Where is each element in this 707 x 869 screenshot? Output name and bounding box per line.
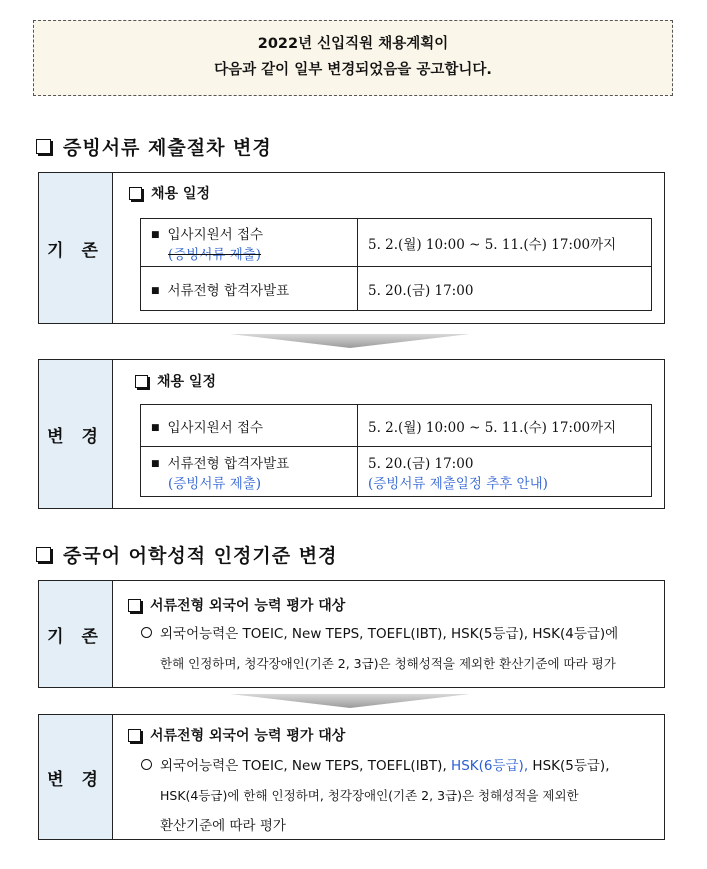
date-note: (증빙서류 제출일정 추후 안내)	[368, 475, 548, 492]
circle-bullet-icon	[141, 627, 152, 638]
after-label: 변 경	[39, 360, 113, 508]
down-arrow-divider-icon	[230, 334, 470, 348]
table-cell	[141, 447, 358, 497]
square-bullet-icon: ■	[151, 229, 160, 240]
checkbox-icon	[129, 187, 142, 200]
criteria-line-1: 외국어능력은 TOEIC, New TEPS, TOEFL(IBT), HSK(5등급), HSK(4등급)에	[160, 626, 619, 642]
item-note: (증빙서류 제출)	[168, 475, 262, 492]
table-row	[141, 405, 652, 447]
table-row	[141, 447, 652, 497]
before-label: 기 존	[39, 581, 113, 687]
schedule-table	[140, 404, 652, 497]
square-bullet-icon: ■	[151, 422, 160, 433]
checkbox-icon	[36, 547, 51, 562]
table-row	[141, 267, 652, 311]
before-label: 기 존	[39, 173, 113, 323]
notice-line-2: 다음과 같이 일부 변경되었음을 공고합니다.	[214, 62, 492, 78]
checkbox-icon	[135, 375, 148, 388]
criteria-line-1: 외국어능력은 TOEIC, New TEPS, TOEFL(IBT),	[160, 758, 447, 774]
sub-heading-text: 서류전형 외국어 능력 평가 대상	[150, 728, 346, 744]
square-bullet-icon: ■	[151, 458, 160, 469]
sub-heading	[135, 371, 216, 391]
criteria-added-hsk6: HSK(6등급),	[451, 758, 529, 774]
section1-title	[36, 133, 272, 160]
sub-heading-text: 채용 일정	[151, 186, 210, 202]
circle-bullet-icon	[141, 759, 152, 770]
date-value: 5. 2.(월) 10:00 ~ 5. 11.(수) 17:00까지	[368, 419, 617, 436]
section1-before-block	[38, 172, 665, 324]
section1-after-block	[38, 359, 665, 509]
section2-after-block	[38, 714, 665, 840]
table-cell	[141, 405, 358, 447]
table-cell	[358, 447, 652, 497]
date-value: 5. 20.(금) 17:00	[368, 455, 474, 472]
criteria-line-2: HSK(4등급)에 한해 인정하며, 청각장애인(기존 2, 3급)은 청해성적을 제외한	[160, 788, 579, 803]
notice-line-1: 2022년 신입직원 채용계획이	[257, 36, 449, 52]
checkbox-icon	[128, 729, 141, 742]
item-label: 서류전형 합격자발표	[167, 282, 290, 299]
item-note-struck: (증빙서류 제출)	[168, 246, 262, 263]
sub-heading	[128, 595, 345, 615]
down-arrow-divider-icon	[230, 694, 470, 708]
square-bullet-icon: ■	[151, 285, 160, 296]
sub-heading	[129, 183, 210, 203]
criteria-line-1-end: HSK(5등급),	[532, 758, 610, 774]
table-cell	[141, 267, 358, 311]
table-cell	[141, 219, 358, 267]
section1-title-text: 증빙서류 제출절차 변경	[63, 137, 272, 159]
section2-title	[36, 541, 337, 568]
table-row	[141, 219, 652, 267]
notice-box	[33, 20, 673, 96]
after-label: 변 경	[39, 715, 113, 839]
item-label: 서류전형 합격자발표	[167, 455, 290, 472]
table-cell	[358, 405, 652, 447]
table-cell	[358, 267, 652, 311]
item-label: 입사지원서 접수	[167, 419, 264, 436]
criteria-text	[141, 751, 666, 841]
criteria-text	[141, 619, 661, 679]
checkbox-icon	[128, 599, 141, 612]
item-label: 입사지원서 접수	[167, 226, 264, 243]
schedule-table	[140, 218, 652, 311]
checkbox-icon	[36, 139, 51, 154]
criteria-line-3: 환산기준에 따라 평가	[160, 818, 286, 834]
criteria-line-2: 한해 인정하며, 청각장애인(기존 2, 3급)은 청해성적을 제외한 환산기준에 따라 평가	[160, 656, 616, 671]
date-value: 5. 20.(금) 17:00	[368, 282, 474, 299]
sub-heading	[128, 725, 345, 745]
section2-before-block	[38, 580, 665, 688]
sub-heading-text: 채용 일정	[157, 374, 216, 390]
section2-title-text: 중국어 어학성적 인정기준 변경	[63, 545, 338, 567]
sub-heading-text: 서류전형 외국어 능력 평가 대상	[150, 598, 346, 614]
table-cell	[358, 219, 652, 267]
date-value: 5. 2.(월) 10:00 ~ 5. 11.(수) 17:00까지	[368, 236, 617, 253]
